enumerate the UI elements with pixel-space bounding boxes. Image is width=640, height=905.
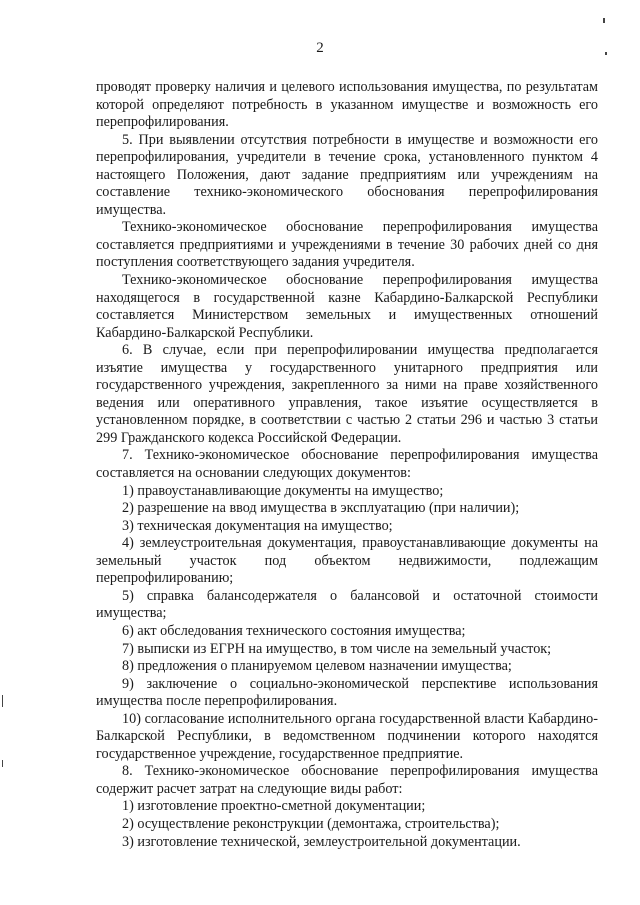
scan-mark-left-1	[2, 695, 3, 707]
list-item-7-3: 3) техническая документация на имущество;	[122, 517, 393, 534]
list-item-7-6: 6) акт обследования технического состояния имущества;	[122, 622, 466, 639]
document-body	[96, 79, 598, 851]
list-item-8-2: 2) осуществление реконструкции (демонтажа, строительства);	[122, 815, 500, 832]
paragraph-item-7: 7. Технико-экономическое обоснование перепрофилирования имущества составляется на основании следующих документов:	[96, 447, 598, 482]
paragraph-continuation: проводят проверку наличия и целевого использования имущества, по результатам которой определяют потребность в указанном имуществе и возможность его перепрофилирования.	[96, 79, 598, 131]
list-item-7-1: 1) правоустанавливающие документы на имущество;	[122, 482, 444, 499]
list-item-7-2: 2) разрешение на ввод имущества в эксплуатацию (при наличии);	[122, 500, 520, 517]
page-number: 2	[316, 40, 324, 56]
list-item-7-10: 10) согласование исполнительного органа государственной власти Кабардино-Балкарской Республики, в ведомственном подчинении которого находятся государственное учреждение, государственное предприятие.	[96, 710, 598, 762]
scan-mark-top-right	[603, 18, 605, 23]
scan-mark-right	[605, 52, 607, 55]
scan-mark-left-2	[2, 760, 3, 767]
paragraph-item-8: 8. Технико-экономическое обоснование перепрофилирования имущества содержит расчет затрат на следующие виды работ:	[96, 763, 598, 797]
paragraph-feasibility-study-term: Технико-экономическое обоснование перепрофилирования имущества составляется предприятиями и учреждениями в течение 30 рабочих дней со дня поступления соответствующего задания учредителя.	[96, 219, 598, 271]
list-item-8-3: 3) изготовление технической, землеустроительной документации.	[122, 833, 521, 850]
paragraph-state-treasury-property: Технико-экономическое обоснование перепрофилирования имущества находящегося в государственной казне Кабардино-Балкарской Республики составляется Министерством земельных и имущественных отношений Кабардино-Балкарской Республики.	[96, 272, 598, 341]
list-item-8-1: 1) изготовление проектно-сметной документации;	[122, 798, 426, 815]
list-item-7-9: 9) заключение о социально-экономической перспективе использования имущества после перепрофилирования.	[96, 675, 598, 710]
paragraph-item-5: 5. При выявлении отсутствия потребности в имуществе и возможности его перепрофилирования, учредители в течение срока, установленного пунктом 4 настоящего Положения, дают задание предприятиям или учреждениям на составление технико-экономического обоснования перепрофилирования имущества.	[96, 131, 598, 218]
list-item-7-7: 7) выписки из ЕГРН на имущество, в том числе на земельный участок;	[122, 640, 552, 657]
paragraph-item-6: 6. В случае, если при перепрофилировании имущества предполагается изъятие имущества у государственного унитарного предприятия или государственного учреждения, закрепленного за ними на праве хозяйственного ведения или оперативного управления, такое изъятие осуществляется в установленном порядке, в соответствии с частью 2 статьи 296 и частью 3 статьи 299 Гражданского кодекса Российской Федерации.	[96, 342, 598, 446]
list-item-7-4: 4) землеустроительная документация, правоустанавливающие документы на земельный участок под объектом недвижимости, подлежащим перепрофилированию;	[96, 535, 598, 587]
list-item-7-5: 5) справка балансодержателя о балансовой и остаточной стоимости имущества;	[96, 587, 598, 622]
list-item-7-8: 8) предложения о планируемом целевом назначении имущества;	[122, 658, 512, 675]
